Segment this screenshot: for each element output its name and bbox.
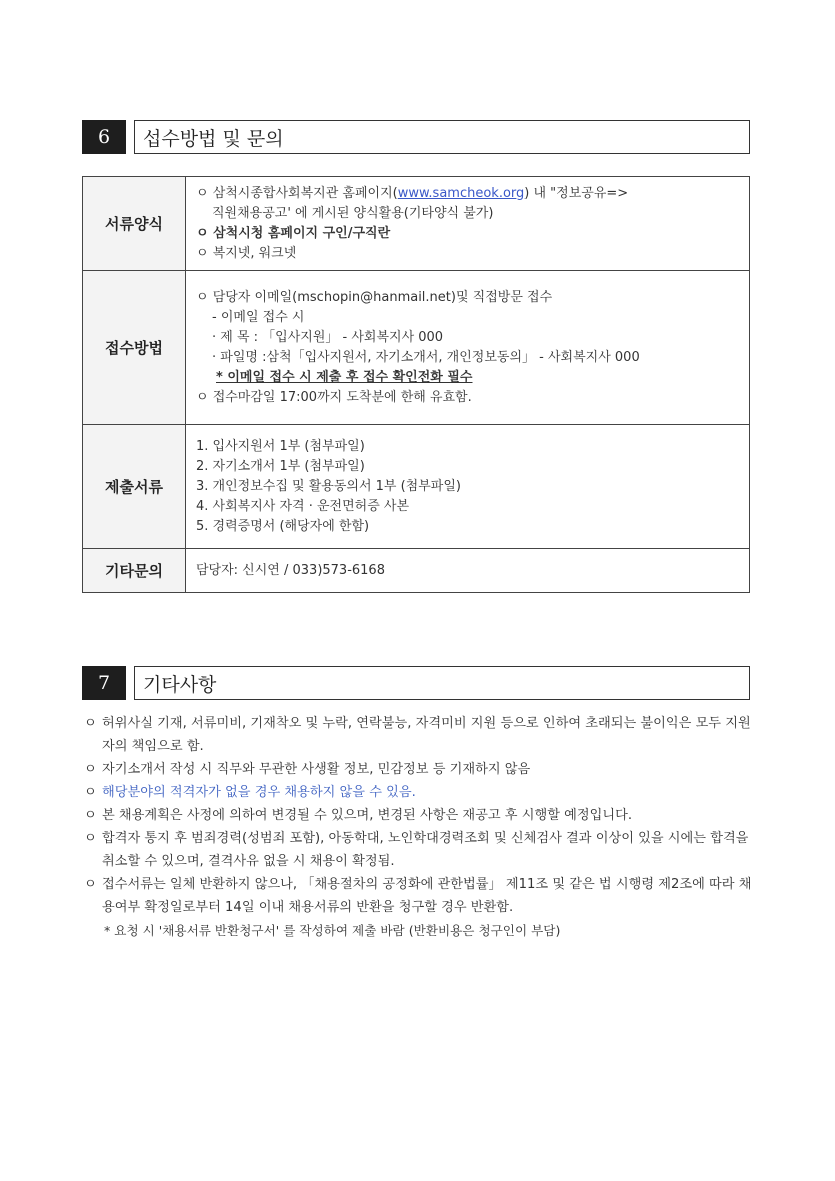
table-row xyxy=(83,177,750,271)
section-7-header xyxy=(82,666,750,700)
inquiry-contact: 담당자: 신시연 / 033)573-6168 xyxy=(196,562,385,578)
method-line-6: ㅇ 접수마감일 17:00까지 도착분에 한해 유효함. xyxy=(196,389,472,405)
method-line-3: · 제 목 : 「입사지원」 - 사회복지사 000 xyxy=(212,329,444,345)
document-item: 4. 사회복지사 자격 · 운전면허증 사본 xyxy=(196,498,410,514)
bullet-icon: ㅇ xyxy=(84,716,97,731)
method-line-4: · 파일명 :삼척「입사지원서, 자기소개서, 개인정보동의」 - 사회복지사 000 xyxy=(212,349,640,365)
bullet-icon: ㅇ xyxy=(84,785,97,800)
bullet-icon: ㅇ xyxy=(84,808,97,823)
table-row xyxy=(83,271,750,425)
list-item: ㅇ 해당분야의 적격자가 없을 경우 채용하지 않을 수 있음. xyxy=(84,781,756,804)
row-label-documents: 제출서류 xyxy=(83,425,186,549)
row-content-inquiry xyxy=(186,549,750,593)
row-content-forms xyxy=(186,177,750,271)
row-content-method xyxy=(186,271,750,425)
bullet-icon: ㅇ xyxy=(84,762,97,777)
section-6-number: 6 xyxy=(82,120,126,154)
method-line-1: ㅇ 담당자 이메일(mschopin@hanmail.net)및 직접방문 접수 xyxy=(196,289,553,305)
homepage-link[interactable]: www.samcheok.org xyxy=(397,185,525,201)
bullet-icon: ㅇ xyxy=(84,877,97,892)
list-item: ㅇ 접수서류는 일체 반환하지 않으나, 「채용절차의 공정화에 관한법률」 제11조 및 같은 법 시행령 제2조에 따라 채용여부 확정일로부터 14일 이내 채용서류의 반환을 청구할 경우 반환함. xyxy=(84,873,756,919)
document-item: 3. 개인정보수집 및 활용동의서 1부 (첨부파일) xyxy=(196,478,461,494)
other-notes xyxy=(84,712,756,942)
row-label-forms: 서류양식 xyxy=(83,177,186,271)
section-6-header xyxy=(82,120,750,154)
star-note: * 요청 시 '채용서류 반환청구서' 를 작성하여 제출 바람 (반환비용은 청구인이 부담) xyxy=(104,923,561,938)
forms-item-1: ㅇ 삼척시종합사회복지관 홈페이지(www.samcheok.org) 내 "정보공유=> xyxy=(196,185,629,201)
row-label-inquiry: 기타문의 xyxy=(83,549,186,593)
method-line-5: * 이메일 접수 시 제출 후 접수 확인전화 필수 xyxy=(216,369,473,385)
document-item: 5. 경력증명서 (해당자에 한함) xyxy=(196,518,370,534)
application-info-table xyxy=(82,176,750,593)
forms-item-3: ㅇ 복지넷, 워크넷 xyxy=(196,245,297,261)
list-item: ㅇ 합격자 통지 후 범죄경력(성범죄 포함), 아동학대, 노인학대경력조회 및 신체검사 결과 이상이 있을 시에는 합격을 취소할 수 있으며, 결격사유 없을 시 채용이 확정됨. xyxy=(84,827,756,873)
table-row xyxy=(83,549,750,593)
forms-item-2: ㅇ 삼척시청 홈페이지 구인/구직란 xyxy=(196,225,391,241)
list-item: ㅇ 자기소개서 작성 시 직무와 무관한 사생활 정보, 민감정보 등 기재하지 않음 xyxy=(84,758,756,781)
list-item: ㅇ 본 채용계획은 사정에 의하여 변경될 수 있으며, 변경된 사항은 재공고 후 시행할 예정입니다. xyxy=(84,804,756,827)
document-item: 1. 입사지원서 1부 (첨부파일) xyxy=(196,438,365,454)
row-content-documents xyxy=(186,425,750,549)
section-7-title: 기타사항 xyxy=(134,666,750,700)
forms-item-1-cont: 직원채용공고' 에 게시된 양식활용(기타양식 불가) xyxy=(212,205,494,221)
list-item: ㅇ 허위사실 기재, 서류미비, 기재착오 및 누락, 연락불능, 자격미비 지원 등으로 인하여 초래되는 불이익은 모두 지원자의 책임으로 함. xyxy=(84,712,756,758)
section-6-title: 섭수방법 및 문의 xyxy=(134,120,750,154)
bullet-icon: ㅇ xyxy=(84,831,97,846)
row-label-method: 접수방법 xyxy=(83,271,186,425)
document-item: 2. 자기소개서 1부 (첨부파일) xyxy=(196,458,365,474)
table-row xyxy=(83,425,750,549)
method-line-2: - 이메일 접수 시 xyxy=(212,309,305,325)
section-7-number: 7 xyxy=(82,666,126,700)
